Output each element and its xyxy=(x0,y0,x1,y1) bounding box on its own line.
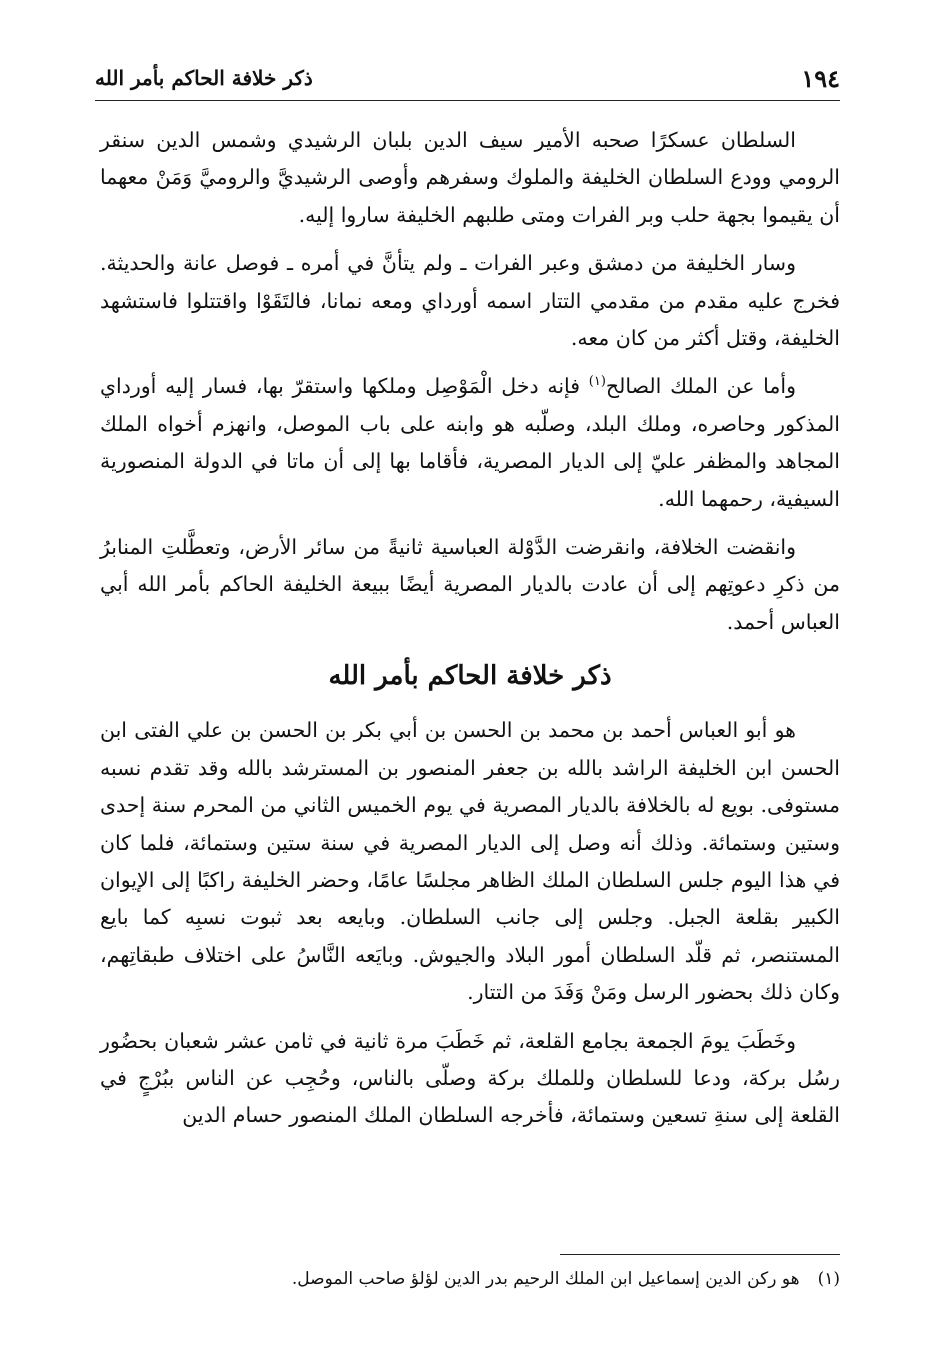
footnote xyxy=(100,1266,840,1292)
paragraph-text: فإنه دخل الْمَوْصِل وملكها واستقرّ بها، فسار إليه أورداي المذكور وحاصره، وملك البلد، وصلّبه هو وابنه على باب الموصل، وانهزم أخواه الملك المجاهد والمظفر عليّ إلى الديار المصرية، فأقاما بها إلى أن ماتا في الدولة المنصورية السيفية، رحمهما الله. xyxy=(100,374,840,511)
paragraph: هو أبو العباس أحمد بن محمد بن الحسن بن أبي بكر بن الحسن بن علي الفتى ابن الحسن ابن الخليفة الراشد بالله بن جعفر المنصور بن المسترشد بالله وقد تقدم نسبه مستوفى. بويع له بالخلافة بالديار المصرية في يوم الخميس الثاني من المحرم سنة إحدى وستين وستمائة. وذلك أنه وصل إلى الديار المصرية في سنة ستين وستمائة، فلما كان في هذا اليوم جلس السلطان الملك الظاهر مجلسًا عامًا، وحضر الخليفة راكبًا إلى الإيوان الكبير بقلعة الجبل. وجلس إلى جانب السلطان. وبايعه بعد ثبوت نسبِه كما بايع المستنصر، ثم قلّد السلطان أمور البلاد والجيوش. وبايَعه النَّاسُ على اختلاف طبقاتِهم، وكان ذلك بحضور الرسل ومَنْ وَفَدَ من التتار. xyxy=(100,718,840,1005)
section-heading: ذكر خلافة الحاكم بأمر الله xyxy=(328,661,612,692)
running-header xyxy=(95,62,840,101)
footnote-reference[interactable]: (١) xyxy=(588,374,606,390)
paragraph: السلطان عسكرًا صحبه الأمير سيف الدين بلبان الرشيدي وشمس الدين سنقر الرومي وودع السلطان الخليفة والملوك وسفرهم وأوصى الرشيديَّ والروميَّ وَمَنْ معهما أن يقيموا بجهة حلب وبر الفرات ومتى طلبهم الخليفة ساروا إليه. xyxy=(100,128,840,227)
footnote-text: هو ركن الدين إسماعيل ابن الملك الرحيم بدر الدين لؤلؤ صاحب الموصل. xyxy=(291,1269,800,1289)
paragraph: وانقضت الخلافة، وانقرضت الدَّوْلة العباسية ثانيةً من سائر الأرض، وتعطَّلتِ المنابرُ من ذكرِ دعوتِهم إلى أن عادت بالديار المصرية أيضًا ببيعة الخليفة الحاكم بأمر الله أبي العباس أحمد. xyxy=(100,535,840,634)
paragraph: وسار الخليفة من دمشق وعبر الفرات ـ ولم يتأنَّ في أمره ـ فوصل عانة والحديثة. فخرج عليه مقدم من مقدمي التتار اسمه أورداي ومعه نمانا، فالتَقَوْا واقتتلوا فاستشهد الخليفة، وقتل أكثر من كان معه. xyxy=(100,251,840,351)
footnote-number: (١) xyxy=(817,1269,840,1289)
paragraph xyxy=(100,368,840,518)
running-title: ذكر خلافة الحاكم بأمر الله xyxy=(95,66,313,90)
body-text xyxy=(100,122,840,1146)
paragraph-text: وأما عن الملك الصالح xyxy=(605,374,796,399)
paragraph: وخَطَبَ يومَ الجمعة بجامع القلعة، ثم خَطَبَ مرة ثانية في ثامن عشر شعبان بحضُور رسُل بركة، ودعا للسلطان وللملك بركة وصلّى بالناس، وحُجِب عن الناس ببُرْجٍ في القلعة إلى سنةِ تسعين وستمائة، فأخرجه السلطان الملك المنصور حسام الدين xyxy=(100,1028,840,1128)
footnote-divider xyxy=(560,1254,840,1255)
page-number: ١٩٤ xyxy=(801,64,840,93)
